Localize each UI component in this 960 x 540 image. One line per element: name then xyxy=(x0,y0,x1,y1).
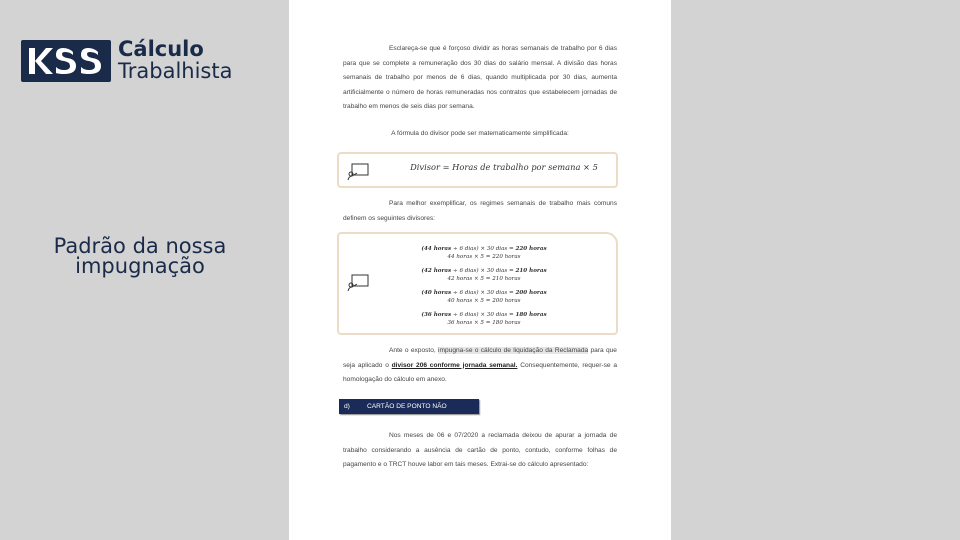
logo-line-1: Cálculo xyxy=(118,37,204,61)
example-44h: (44 horas ÷ 6 dias) × 30 dias = 220 horas 44 horas × 5 = 220 horas xyxy=(421,246,547,260)
kss-logo-icon xyxy=(21,40,111,82)
formula-box xyxy=(337,152,618,188)
whiteboard-icon xyxy=(346,274,370,292)
section-letter: d) xyxy=(344,403,350,410)
brand-logo xyxy=(21,37,271,84)
formula-intro: A fórmula do divisor pode ser matematicamente simplificada: xyxy=(391,130,569,137)
whiteboard-icon xyxy=(346,163,370,181)
example-40h: (40 horas ÷ 6 dias) × 30 dias = 200 horas 40 horas × 5 = 200 horas xyxy=(421,290,547,304)
logo-mark xyxy=(21,40,111,82)
paragraph-2: Para melhor exemplificar, os regimes semanais de trabalho mais comuns definem os seguintes divisores: xyxy=(343,200,617,222)
background-panel-right xyxy=(671,0,960,540)
formula-main: Divisor = Horas de trabalho por semana × 5 xyxy=(410,162,598,172)
headline-line-2: impugnação xyxy=(75,254,205,278)
logo-line-2: Trabalhista xyxy=(118,59,233,83)
logo-wordmark xyxy=(118,38,232,82)
paragraph-1: Esclareça-se que é forçoso dividir as horas semanais de trabalho por 6 dias para que se complete a remuneração dos 30 dias do salário mensal. A divisão das horas semanais de trabalho por menos de 6 dias, quando multiplicada por 30 dias, aumenta artificialmente o número de horas remuneradas nos contratos que estabelecem jornadas de trabalho em menos de seis dias por semana. xyxy=(343,45,617,110)
headline-line-1: Padrão da nossa xyxy=(53,234,227,258)
paragraph-3: Ante o exposto, impugna-se o cálculo de liquidação da Reclamada para que seja aplicado o divisor 206 conforme jornada semanal. Consequentemente, requer-se a homologação do cálculo em anexo. xyxy=(343,347,617,383)
section-title: CARTÃO DE PONTO NÃO APURADO xyxy=(367,403,447,425)
slide-headline xyxy=(40,236,240,276)
divisor-emphasis: divisor 206 conforme jornada semanal. xyxy=(391,361,518,369)
document-page xyxy=(289,0,671,540)
example-36h: (36 horas ÷ 6 dias) × 30 dias = 180 horas 36 horas × 5 = 180 horas xyxy=(421,312,547,326)
example-42h: (42 horas ÷ 6 dias) × 30 dias = 210 horas 42 horas × 5 = 210 horas xyxy=(421,268,547,282)
paragraph-4: Nos meses de 06 e 07/2020 a reclamada deixou de apurar a jornada de trabalho considerando a ausência de cartão de ponto, contudo, conforme folhas de pagamento e o TRCT houve labor em tais meses. Extrai-se do cálculo apresentado: xyxy=(343,432,617,468)
section-heading-d xyxy=(339,399,479,425)
highlighted-text: impugna-se o cálculo de liquidação da Reclamada xyxy=(438,347,589,354)
examples-box xyxy=(337,232,618,335)
